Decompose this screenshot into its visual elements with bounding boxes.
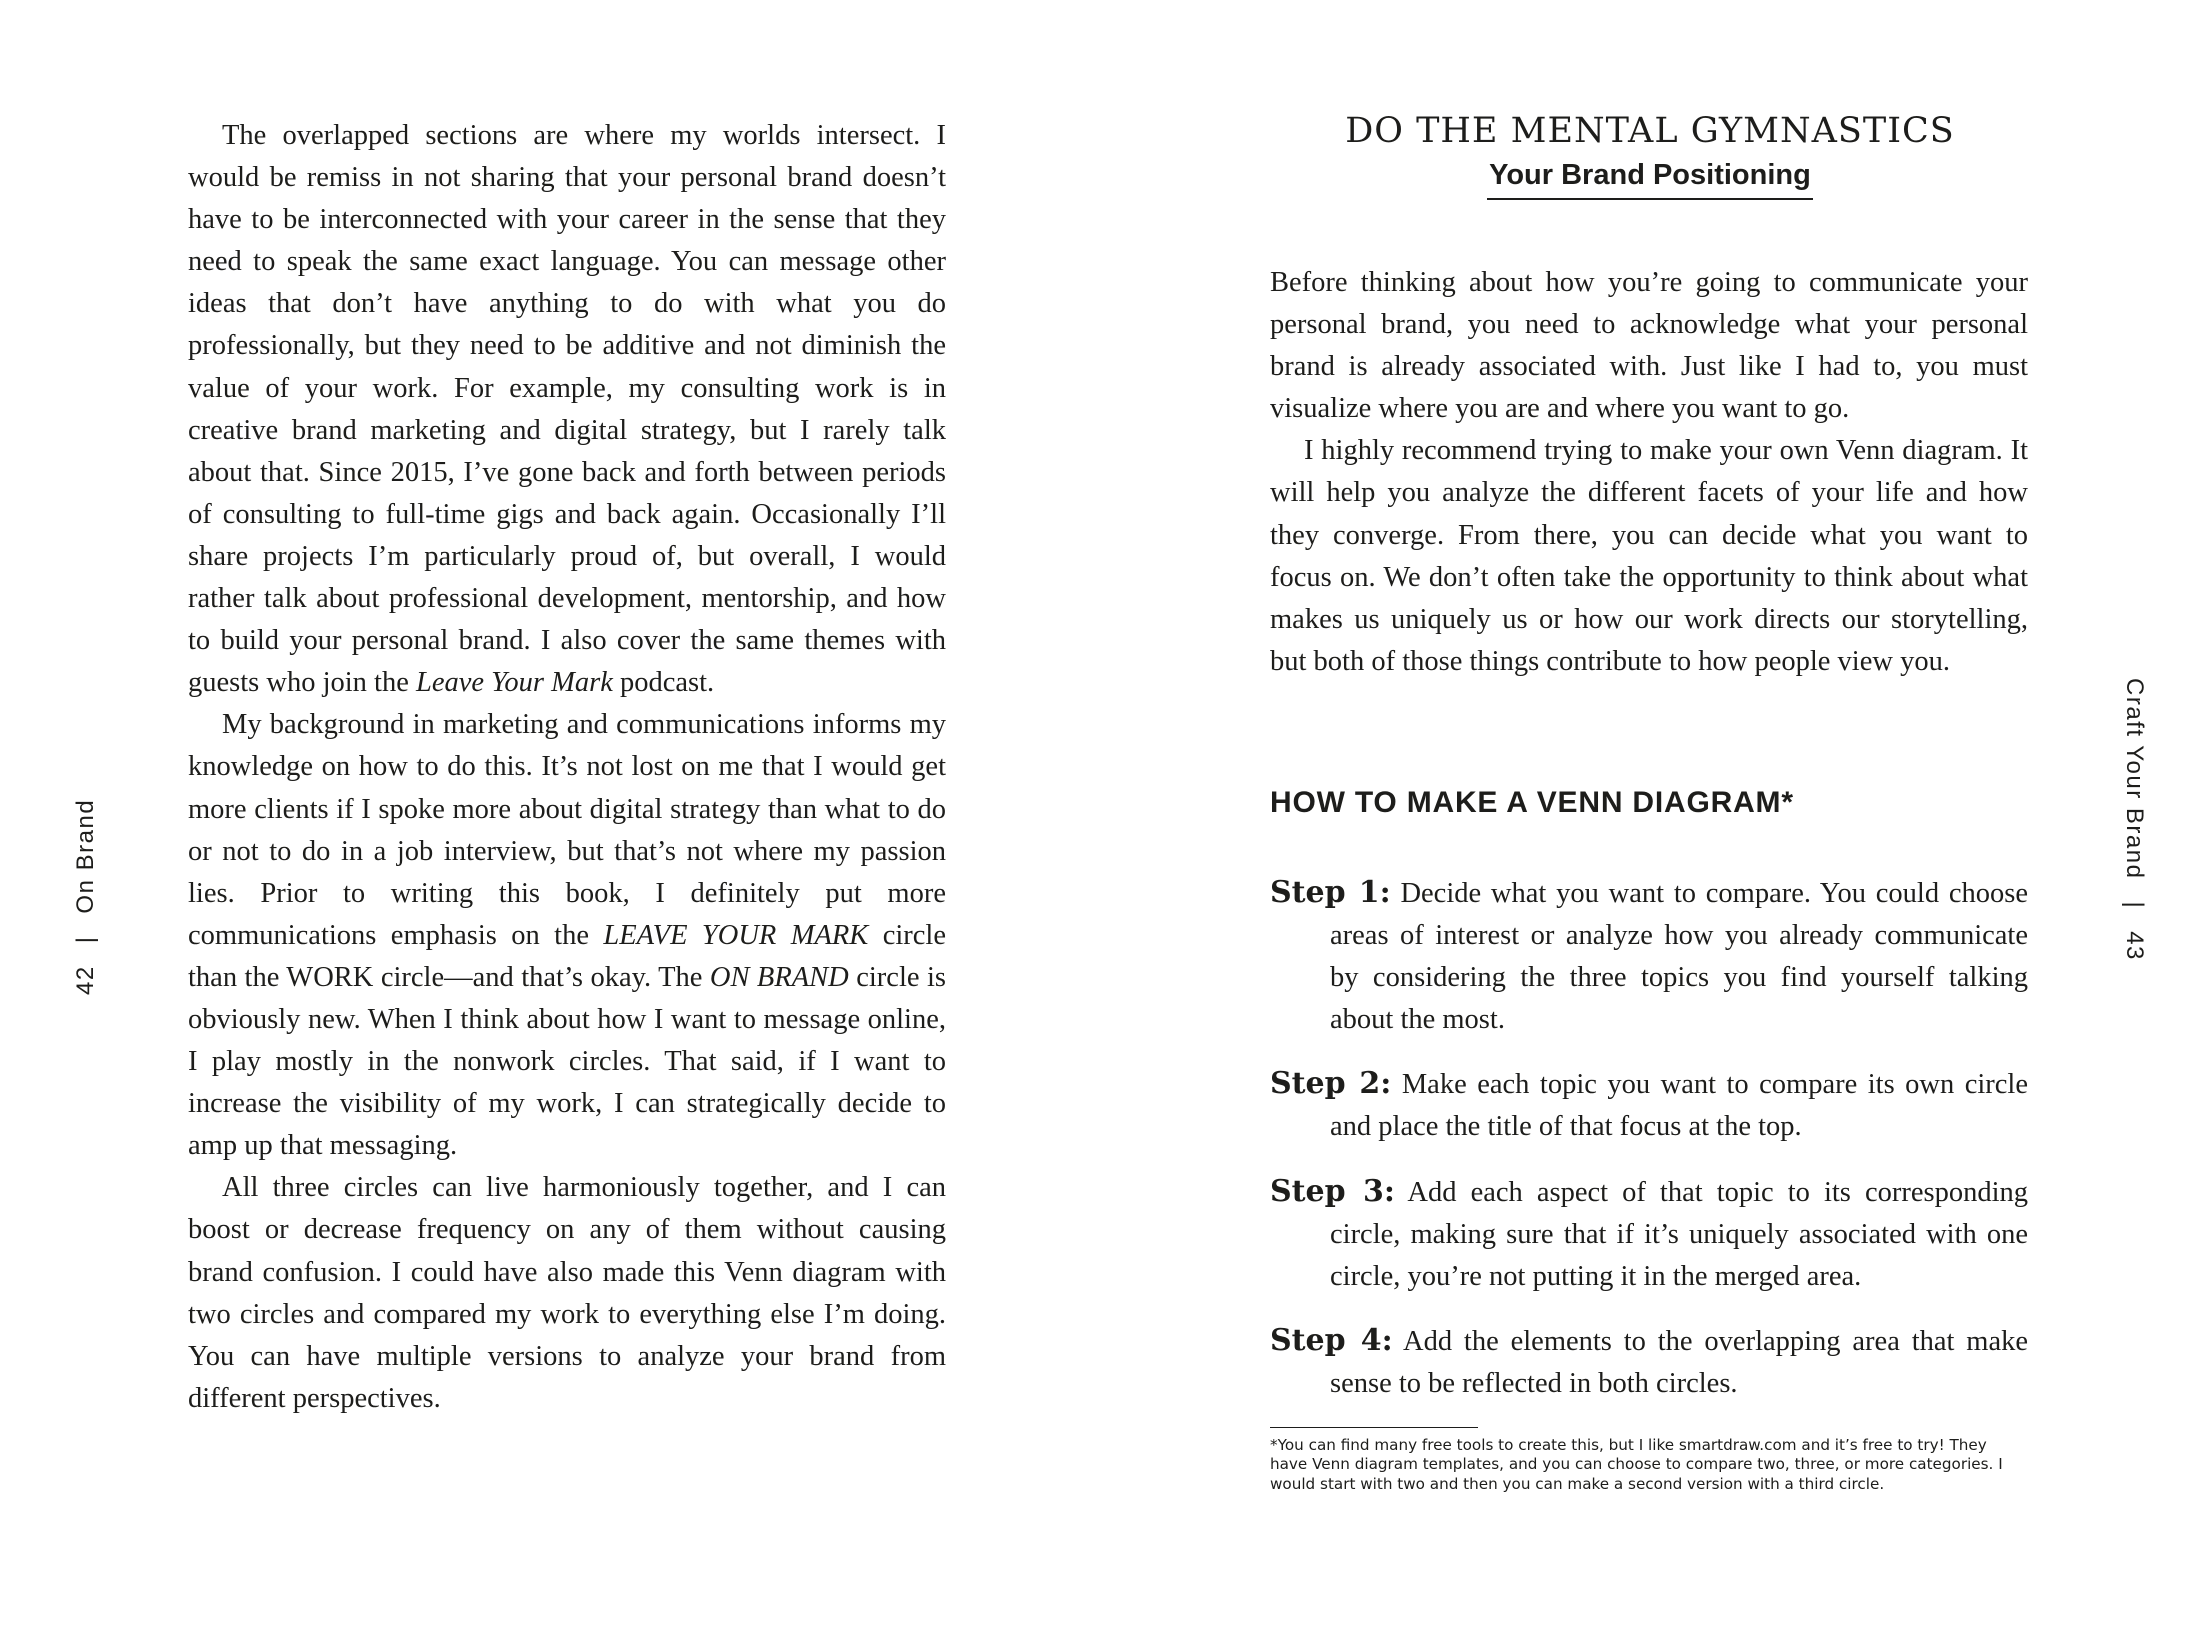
running-head-separator: |	[72, 935, 99, 944]
step-text: Add the elements to the overlapping area that make sense to be reflected in both circles.	[1330, 1325, 2029, 1399]
step-item	[1270, 1320, 2028, 1405]
right-page-number: 43	[2121, 931, 2148, 961]
podcast-title: Leave Your Mark	[416, 667, 613, 699]
venn-howto-heading: HOW TO MAKE A VENN DIAGRAM*	[1270, 786, 1794, 819]
step-item	[1270, 1171, 2028, 1298]
section-title-block	[1200, 108, 2100, 200]
left-page-number: 42	[72, 965, 99, 995]
paragraph: Before thinking about how you’re going to communicate your personal brand, you need to acknowledge what your personal brand is already associated with. Just like I had to, you must visualize where you are and where you want to go.	[1270, 267, 2028, 425]
footnote: *You can find many free tools to create this, but I like smartdraw.com and it’s free to try! They have Venn diagram templates, and you can choose to compare two, three, or more categories. I would start with two and then you can make a second version with a third circle.	[1270, 1436, 2003, 1493]
paragraph: All three circles can live harmoniously together, and I can boost or decrease frequency on any of them without causing brand confusion. I could have also made this Venn diagram with two circles and compared my work to everything else I’m doing. You can have multiple versions to analyze your brand from different perspectives.	[188, 1172, 946, 1414]
circle-name-emphasis: LEAVE YOUR MARK	[603, 919, 869, 951]
step-text: Add each aspect of that topic to its corresponding circle, making sure that if it’s uniquely associated with one circle, you’re not putting it in the merged area.	[1330, 1176, 2028, 1292]
paragraph	[188, 704, 946, 1167]
paragraph-text: podcast.	[612, 667, 715, 699]
intro-text	[1270, 262, 2028, 683]
footnote-divider	[1270, 1427, 1478, 1428]
circle-name-emphasis: ON BRAND	[709, 961, 849, 993]
paragraph-text: circle is obviously new. When I think about how I want to message online, I play mostly in the nonwork circles. That said, if I want to increase the visibility of my work, I can strategically decide to amp up that messaging.	[188, 961, 946, 1162]
section-title: DO THE MENTAL GYMNASTICS	[1345, 111, 1955, 151]
right-running-head	[2120, 678, 2148, 961]
step-label: Step 1:	[1270, 875, 1391, 910]
running-head-separator: |	[2121, 901, 2148, 910]
step-label: Step 4:	[1270, 1322, 1393, 1358]
section-subtitle: Your Brand Positioning	[1487, 158, 1813, 200]
left-running-head-title: On Brand	[72, 798, 99, 914]
left-body-text	[188, 115, 946, 1420]
step-label: Step 3:	[1270, 1173, 1395, 1209]
paragraph	[188, 115, 946, 704]
step-item	[1270, 1063, 2028, 1148]
paragraph-text: circle than the WORK circle—and that’s okay. The	[188, 919, 946, 993]
step-item	[1270, 872, 2028, 1041]
steps-list	[1270, 872, 2028, 1427]
step-text: Make each topic you want to compare its own circle and place the title of that focus at the top.	[1330, 1069, 2029, 1143]
step-text: Decide what you want to compare. You could choose areas of interest or analyze how you already communicate by considering the three topics you find yourself talking about the most.	[1330, 878, 2029, 1036]
paragraph: I highly recommend trying to make your own Venn diagram. It will help you analyze the different facets of your life and how they converge. From there, you can decide what you want to focus on. We don’t often take the opportunity to think about what makes us uniquely us or how our work directs our storytelling, but both of those things contribute to how people view you.	[1270, 435, 2028, 677]
paragraph-text: My background in marketing and communications informs my knowledge on how to do this. It’s not lost on me that I would get more clients if I spoke more about digital strategy than what to do or not to do in a job interview, but that’s not where my passion lies. Prior to writing this book, I definitely put more communications emphasis on the	[188, 709, 946, 951]
left-running-head	[72, 799, 100, 995]
right-running-head-title: Craft Your Brand	[2121, 678, 2148, 880]
paragraph-text: The overlapped sections are where my worlds intersect. I would be remiss in not sharing that your personal brand doesn’t have to be interconnected with your career in the sense that they need to speak the same exact language. You can message other ideas that don’t have anything to do with what you do professionally, but they need to be additive and not diminish the value of your work. For example, my consulting work is in creative brand marketing and digital strategy, but I rarely talk about that. Since 2015, I’ve gone back and forth between periods of consulting to full-time gigs and back again. Occasionally I’ll share projects I’m particularly proud of, but overall, I would rather talk about professional development, mentorship, and how to build your personal brand. I also cover the same themes with guests who join the	[188, 120, 946, 699]
step-label: Step 2:	[1270, 1066, 1392, 1102]
